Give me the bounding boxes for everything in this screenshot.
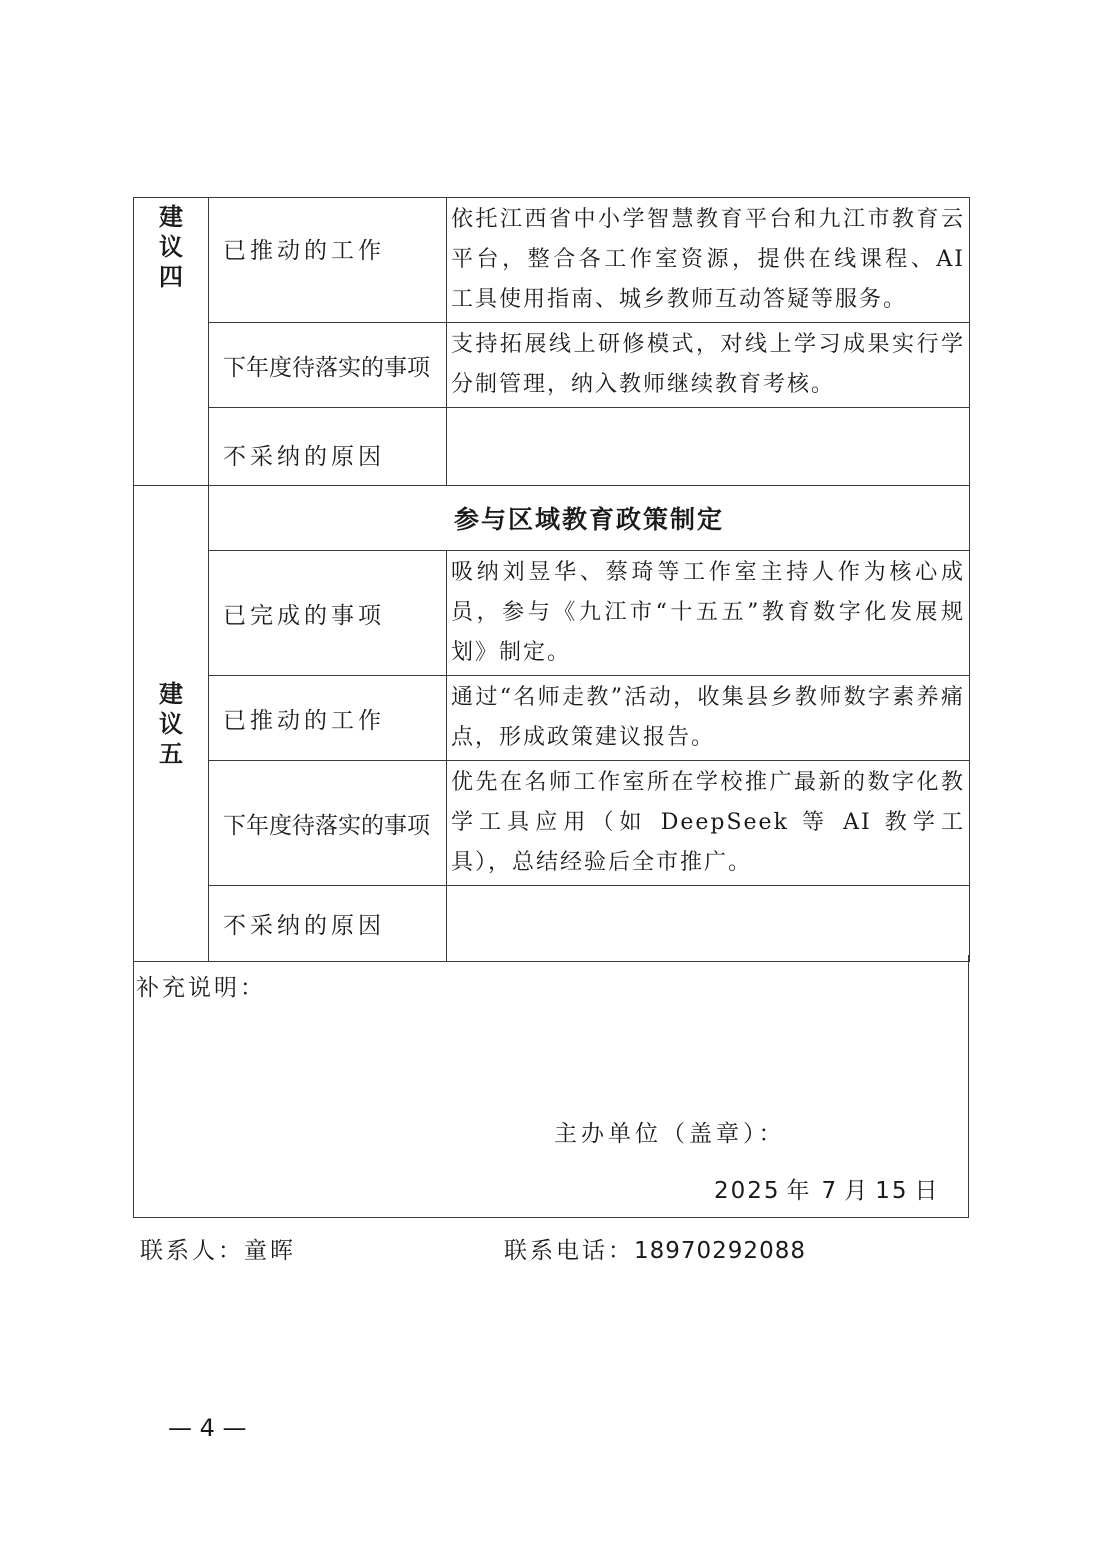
table-row bbox=[134, 323, 970, 408]
suggestion-label-char: 建 bbox=[159, 678, 183, 708]
date-year-unit: 年 bbox=[786, 1178, 812, 1204]
row-label: 不采纳的原因 bbox=[209, 886, 447, 962]
contact-person-name: 童晖 bbox=[244, 1238, 296, 1264]
row-label: 已推动的工作 bbox=[209, 198, 447, 323]
table-row bbox=[134, 408, 970, 486]
contact-phone-label: 联系电话： bbox=[504, 1238, 634, 1264]
row-content-empty bbox=[447, 408, 970, 486]
row-label: 下年度待落实的事项 bbox=[209, 323, 447, 408]
suggestion-label-char: 四 bbox=[159, 262, 183, 291]
table-row bbox=[134, 886, 970, 962]
contact-phone bbox=[504, 1232, 806, 1265]
suggestion-5-title: 参与区域教育政策制定 bbox=[209, 486, 970, 551]
row-label: 不采纳的原因 bbox=[209, 408, 447, 486]
contact-person-label: 联系人： bbox=[140, 1238, 244, 1264]
row-content-empty bbox=[447, 886, 970, 962]
row-content: 支持拓展线上研修模式，对线上学习成果实行学分制管理，纳入教师继续教育考核。 bbox=[447, 323, 970, 408]
suggestion-5-label bbox=[134, 486, 209, 962]
table-row bbox=[134, 676, 970, 761]
table-row bbox=[134, 486, 970, 551]
row-content: 吸纳刘昱华、蔡琦等工作室主持人作为核心成员，参与《九江市“十五五”教育数字化发展规划》制定。 bbox=[447, 551, 970, 676]
suggestion-label-char: 议 bbox=[159, 708, 183, 738]
suggestion-label-char: 议 bbox=[159, 232, 183, 261]
organizer-seal-label: 主办单位（盖章）： bbox=[554, 1121, 786, 1147]
row-content: 通过“名师走教”活动，收集县乡教师数字素养痛点，形成政策建议报告。 bbox=[447, 676, 970, 761]
table-row bbox=[134, 551, 970, 676]
date-line bbox=[714, 1172, 945, 1205]
date-month: 7 bbox=[821, 1178, 839, 1204]
row-content: 依托江西省中小学智慧教育平台和九江市教育云平台，整合各工作室资源，提供在线课程、AI 工具使用指南、城乡教师互动答疑等服务。 bbox=[447, 198, 970, 323]
suggestion-label-char: 建 bbox=[159, 202, 183, 231]
suggestion-4-label bbox=[134, 198, 209, 486]
date-year: 2025 bbox=[714, 1178, 781, 1204]
date-day: 15 bbox=[875, 1178, 909, 1204]
row-label: 已推动的工作 bbox=[209, 676, 447, 761]
row-label: 下年度待落实的事项 bbox=[209, 761, 447, 886]
page-number: — 4 — bbox=[168, 1414, 247, 1442]
date-month-unit: 月 bbox=[844, 1178, 870, 1204]
table-row bbox=[134, 198, 970, 323]
date-day-unit: 日 bbox=[914, 1178, 940, 1204]
table-row bbox=[134, 761, 970, 886]
supplement-label: 补充说明： bbox=[136, 975, 266, 1001]
contact-phone-number: 18970292088 bbox=[634, 1238, 806, 1264]
suggestion-feedback-table bbox=[133, 197, 970, 962]
row-label: 已完成的事项 bbox=[209, 551, 447, 676]
supplement-box bbox=[133, 955, 969, 1218]
row-content: 优先在名师工作室所在学校推广最新的数字化教学工具应用（如 DeepSeek 等 AI 教学工具），总结经验后全市推广。 bbox=[447, 761, 970, 886]
suggestion-label-char: 五 bbox=[159, 738, 183, 768]
contact-person bbox=[140, 1232, 296, 1265]
